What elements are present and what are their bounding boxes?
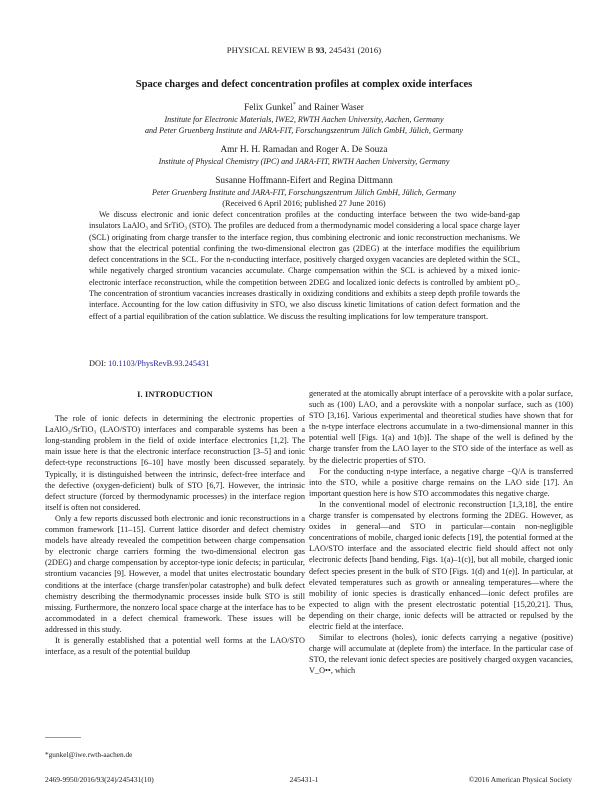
affiliation-line: Institute for Electronic Materials, IWE2, RWTH Aachen University, Aachen, Germany [164, 115, 444, 124]
section-heading: I. INTRODUCTION [137, 390, 213, 399]
affiliation-line: Peter Gruenberg Institute and JARA-FIT, Forschungszentrum Jülich GmbH, Jülich, Germany [152, 188, 456, 197]
footnote-mark-link[interactable]: * [292, 101, 296, 108]
body-paragraph: For the conducting n-type interface, a negative charge −Q/A is transferred into the STO, while a positive charge remains on the LAO side [17]. An important question here is how STO accommodates this negative charge. [309, 466, 573, 498]
right-column [309, 388, 573, 676]
article-number: 245431 [329, 45, 356, 55]
author-names: Felix Gunkel [244, 103, 293, 113]
footnote-email[interactable]: *gunkel@iwe.rwth-aachen.de [45, 750, 133, 759]
body-paragraph: Similar to electrons (holes), ionic defects carrying a negative (positive) charge will accumulate at (deplete from) the interface. In the particular case of STO, the relevant ionic defect species are positively charged oxygen vacancies, V_O••, which [309, 633, 573, 676]
journal-name: PHYSICAL REVIEW B [226, 45, 314, 55]
body-paragraph: The role of ionic defects in determining the electronic properties of LaAlO₃/SrTiO₃ (LAO/STO) interfaces and comparable systems has been a long-standing problem in the field of oxide interface electronics [1,2]. The main issue here is that the electronic interface reconstruction [3–5] and ionic defect-type reconstructions [6–10] have mostly been discussed separately. Typically, it is distinguished between the intrinsic, defect-free interface and the defective (oxygen-deficient) bulk of STO [6,7]. However, the intrinsic defect structure (forced by thermodynamic processes) in the interface region itself is often not considered. [45, 414, 305, 512]
author-group-1 [0, 103, 608, 113]
footer-page-number: 245431-1 [289, 775, 319, 784]
journal-header: PHYSICAL REVIEW B 93, 245431 (2016) [226, 45, 382, 55]
abstract: We discuss electronic and ionic defect concentration profiles at the conducting interface between the two wide-band-gap insulators LaAlO₃ and SrTiO₃ (STO). The profiles are deduced from a thermodynamic model considering a local space charge layer (SCL) originating from charge transfer to the interface region, thus combining electronic and ionic reconstruction mechanisms. We show that the electrical potential confining the two-dimensional electron gas (2DEG) at the interface modifies the equilibrium defect concentrations in the SCL. For the n-conducting interface, positively charged oxygen vacancies are depleted within the SCL, while negatively charged strontium vacancies accumulate. Charge compensation within the SCL is achieved by a mixed ionic-electronic interface reconstruction, while the competition between 2DEG and localized ionic defects is controlled by ambient pO₂. The concentration of strontium vacancies increases drastically in oxidizing conditions and exhibits a steep depth profile towards the interface. Accounting for the low cation diffusivity in STO, we also discuss kinetic limitations of cation defect formation and the effect of a partial equilibration of the cation sublattice. We discuss the resulting implications for low temperature transport. [89, 210, 520, 321]
author-names-continued: and Rainer Waser [295, 103, 364, 113]
left-column [45, 389, 305, 657]
body-paragraph: Only a few reports discussed both electronic and ionic reconstructions in a common framework [11–15]. Current lattice disorder and defect chemistry models have already revealed the competition between charge compensation by electronic charge carriers forming the two-dimensional electron gas (2DEG) and charge compensation by acceptor-type ionic defects; in particular, strontium vacancies [9]. However, a model that unites electrostatic boundary conditions at the interface (charge transfer/polar catastrophe) and bulk defect chemistry describing the thermodynamic processes inside bulk STO is still missing. Furthermore, the nonzero local space charge at the interface has to be accommodated in a defect chemical framework. These issues will be addressed in this study. [45, 513, 305, 634]
affiliation-line: and Peter Gruenberg Institute and JARA-FIT, Forschungszentrum Jülich GmbH, Jülich, Germany [144, 126, 464, 135]
author-group-2: Amr H. H. Ramadan and Roger A. De Souza [220, 145, 388, 155]
doi-label: DOI: [89, 359, 109, 368]
body-paragraph: In the conventional model of electronic reconstruction [1,3,18], the entire charge transfer is compensated by electrons forming the 2DEG. However, as oxides in general—and STO in particular—contain non-negligible concentrations of mobile, charged ionic defects [19], the potential formed at the LAO/STO interface and the associated electric field should affect not only electronic defects [band bending, Figs. 1(a)–1(c)], but all mobile, charged ionic defect species present in the bulk of STO [Figs. 1(d) and 1(e)]. In particular, at elevated temperatures such as growth or annealing temperatures—where the mobility of ionic species is drastically enhanced—ionic defect profiles are expected to align with the present electrostatic potential [15,20,21]. Thus, depending on their charge, ionic defects will be attracted or repulsed by the electric field at the interface. [309, 499, 573, 631]
doi-link[interactable]: 10.1103/PhysRevB.93.245431 [108, 359, 210, 368]
body-paragraph: It is generally established that a potential well forms at the LAO/STO interface, as a result of the potential buildup [45, 635, 305, 657]
received-dates: (Received 6 April 2016; published 27 June 2016) [222, 199, 386, 208]
doi [89, 359, 209, 368]
journal-volume: 93 [315, 45, 325, 55]
affiliation-line: Institute of Physical Chemistry (IPC) and JARA-FIT, RWTH Aachen University, Germany [158, 157, 450, 166]
paper-title: Space charges and defect concentration profiles at complex oxide interfaces [135, 79, 473, 90]
journal-year: (2016) [357, 45, 382, 55]
body-paragraph: generated at the atomically abrupt interface of a perovskite with a polar surface, such as (100) LAO, and a perovskite with a nonpolar surface, such as (100) STO [3,16]. Various experimental and theoretical studies have shown that for the n-type interface electrons accumulate in a two-dimensional manner in this potential well [Figs. 1(a) and 1(b)]. The shape of the well is defined by the charge transfer from the LAO layer to the STO side of the interface as well as by the dielectric properties of STO. [309, 389, 573, 465]
author-group-3: Susanne Hoffmann-Eifert and Regina Dittmann [215, 176, 393, 186]
footer-copyright: ©2016 American Physical Society [468, 775, 572, 784]
footer-issn: 2469-9950/2016/93(24)/245431(10) [45, 775, 154, 784]
footnote-divider [45, 737, 81, 738]
